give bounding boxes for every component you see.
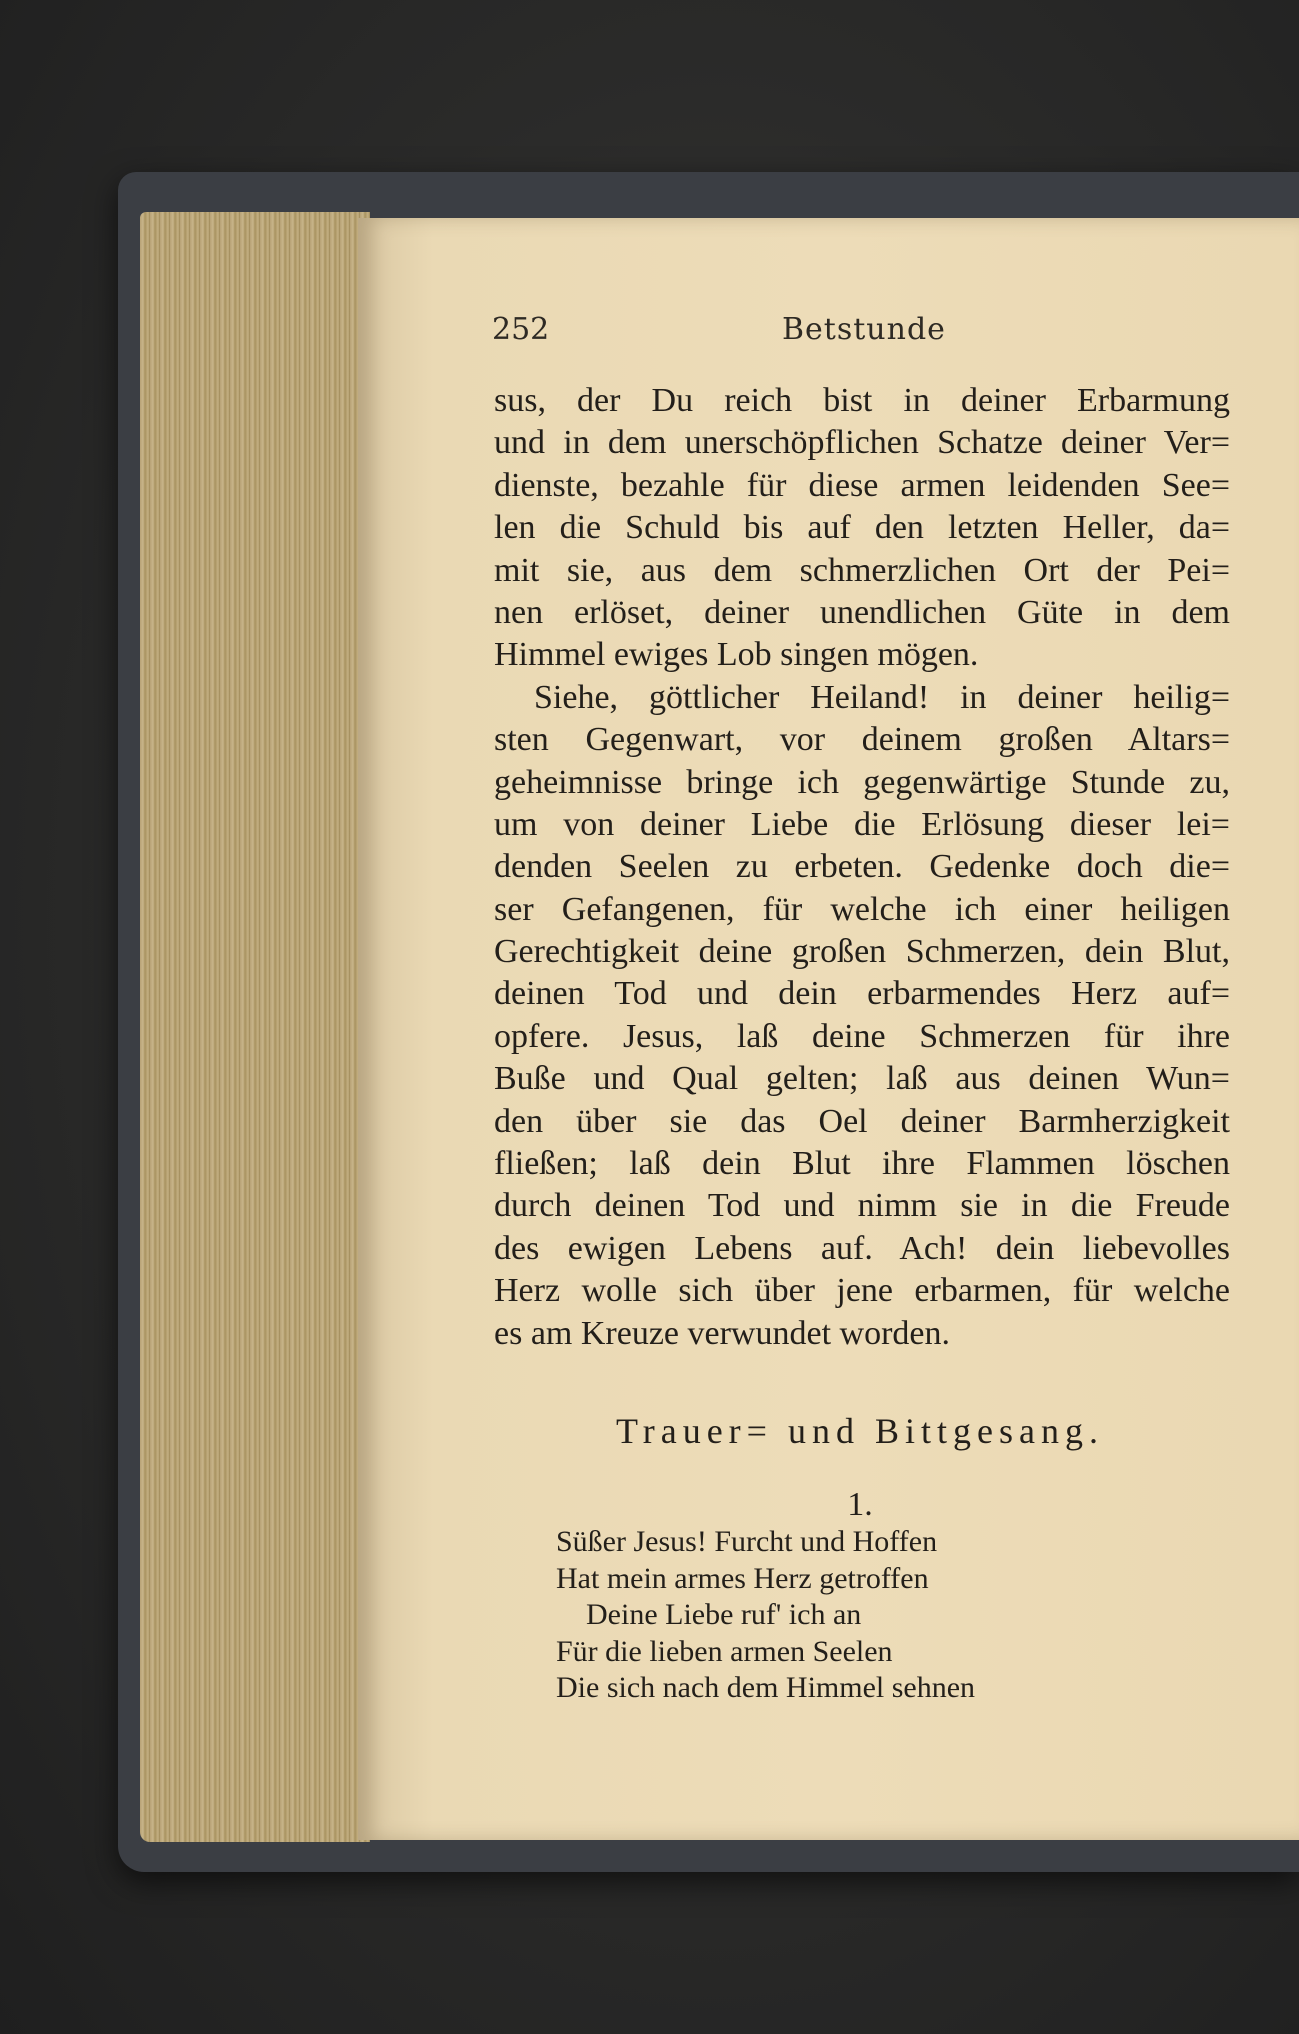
verse-line: Hat mein armes Herz getroffen — [556, 1561, 929, 1595]
text-line: nen erlöset, deiner unendlichen Güte in dem — [494, 593, 1230, 631]
text-line: dienste, bezahle für diese armen leidenden See= — [494, 466, 1230, 504]
text-line: deinen Tod und dein erbarmendes Herz auf= — [494, 975, 1230, 1013]
text-line: um von deiner Liebe die Erlösung dieser lei= — [494, 805, 1230, 843]
running-title: Betstunde — [782, 312, 946, 347]
verse-line: Die sich nach dem Himmel sehnen — [556, 1671, 976, 1704]
page-number: 252 — [492, 312, 550, 347]
text-line: Gerechtigkeit deine großen Schmerzen, dein Blut, — [494, 933, 1230, 971]
text-line: und in dem unerschöpflichen Schatze deiner Ver= — [494, 424, 1230, 462]
verse-number: 1. — [847, 1486, 873, 1523]
text-line: sus, der Du reich bist in deiner Erbarmung — [494, 382, 1230, 419]
text-line: len die Schuld bis auf den letzten Heller, da= — [494, 509, 1230, 547]
verse-line: Für die lieben armen Seelen — [556, 1634, 893, 1668]
text-line: des ewigen Lebens auf. Ach! dein liebevolles — [494, 1229, 1230, 1267]
text-line: denden Seelen zu erbeten. Gedenke doch die= — [494, 848, 1230, 886]
text-line: den über sie das Oel deiner Barmherzigkeit — [494, 1102, 1230, 1140]
verse — [556, 1524, 1116, 1707]
running-head — [492, 312, 1232, 360]
text-line: ser Gefangenen, für welche ich einer heiligen — [494, 890, 1230, 928]
text-line: Siehe, göttlicher Heiland! in deiner heilig= — [534, 678, 1230, 716]
body-text — [494, 380, 1230, 1355]
section-title: Trauer= und Bittgesang. — [616, 1411, 1104, 1451]
text-line: Himmel ewiges Lob singen mögen. — [494, 636, 979, 674]
text-line: Buße und Qual gelten; laß aus deinen Wun= — [494, 1060, 1230, 1098]
text-line: es am Kreuze verwundet worden. — [494, 1314, 950, 1352]
text-line: fließen; laß dein Blut ihre Flammen löschen — [494, 1145, 1230, 1183]
text-line: geheimnisse bringe ich gegenwärtige Stunde zu, — [494, 763, 1230, 801]
verse-line: Süßer Jesus! Furcht und Hoffen — [556, 1525, 938, 1558]
text-line: Herz wolle sich über jene erbarmen, für welche — [494, 1272, 1230, 1310]
text-line: sten Gegenwart, vor deinem großen Altars= — [494, 721, 1230, 759]
text-line: durch deinen Tod und nimm sie in die Freude — [494, 1187, 1230, 1225]
text-line: opfere. Jesus, laß deine Schmerzen für ihre — [494, 1017, 1230, 1055]
page-edges — [140, 212, 370, 1842]
verse-line: Deine Liebe ruf' ich an — [586, 1598, 862, 1631]
text-line: mit sie, aus dem schmerzlichen Ort der Pei= — [494, 551, 1230, 589]
